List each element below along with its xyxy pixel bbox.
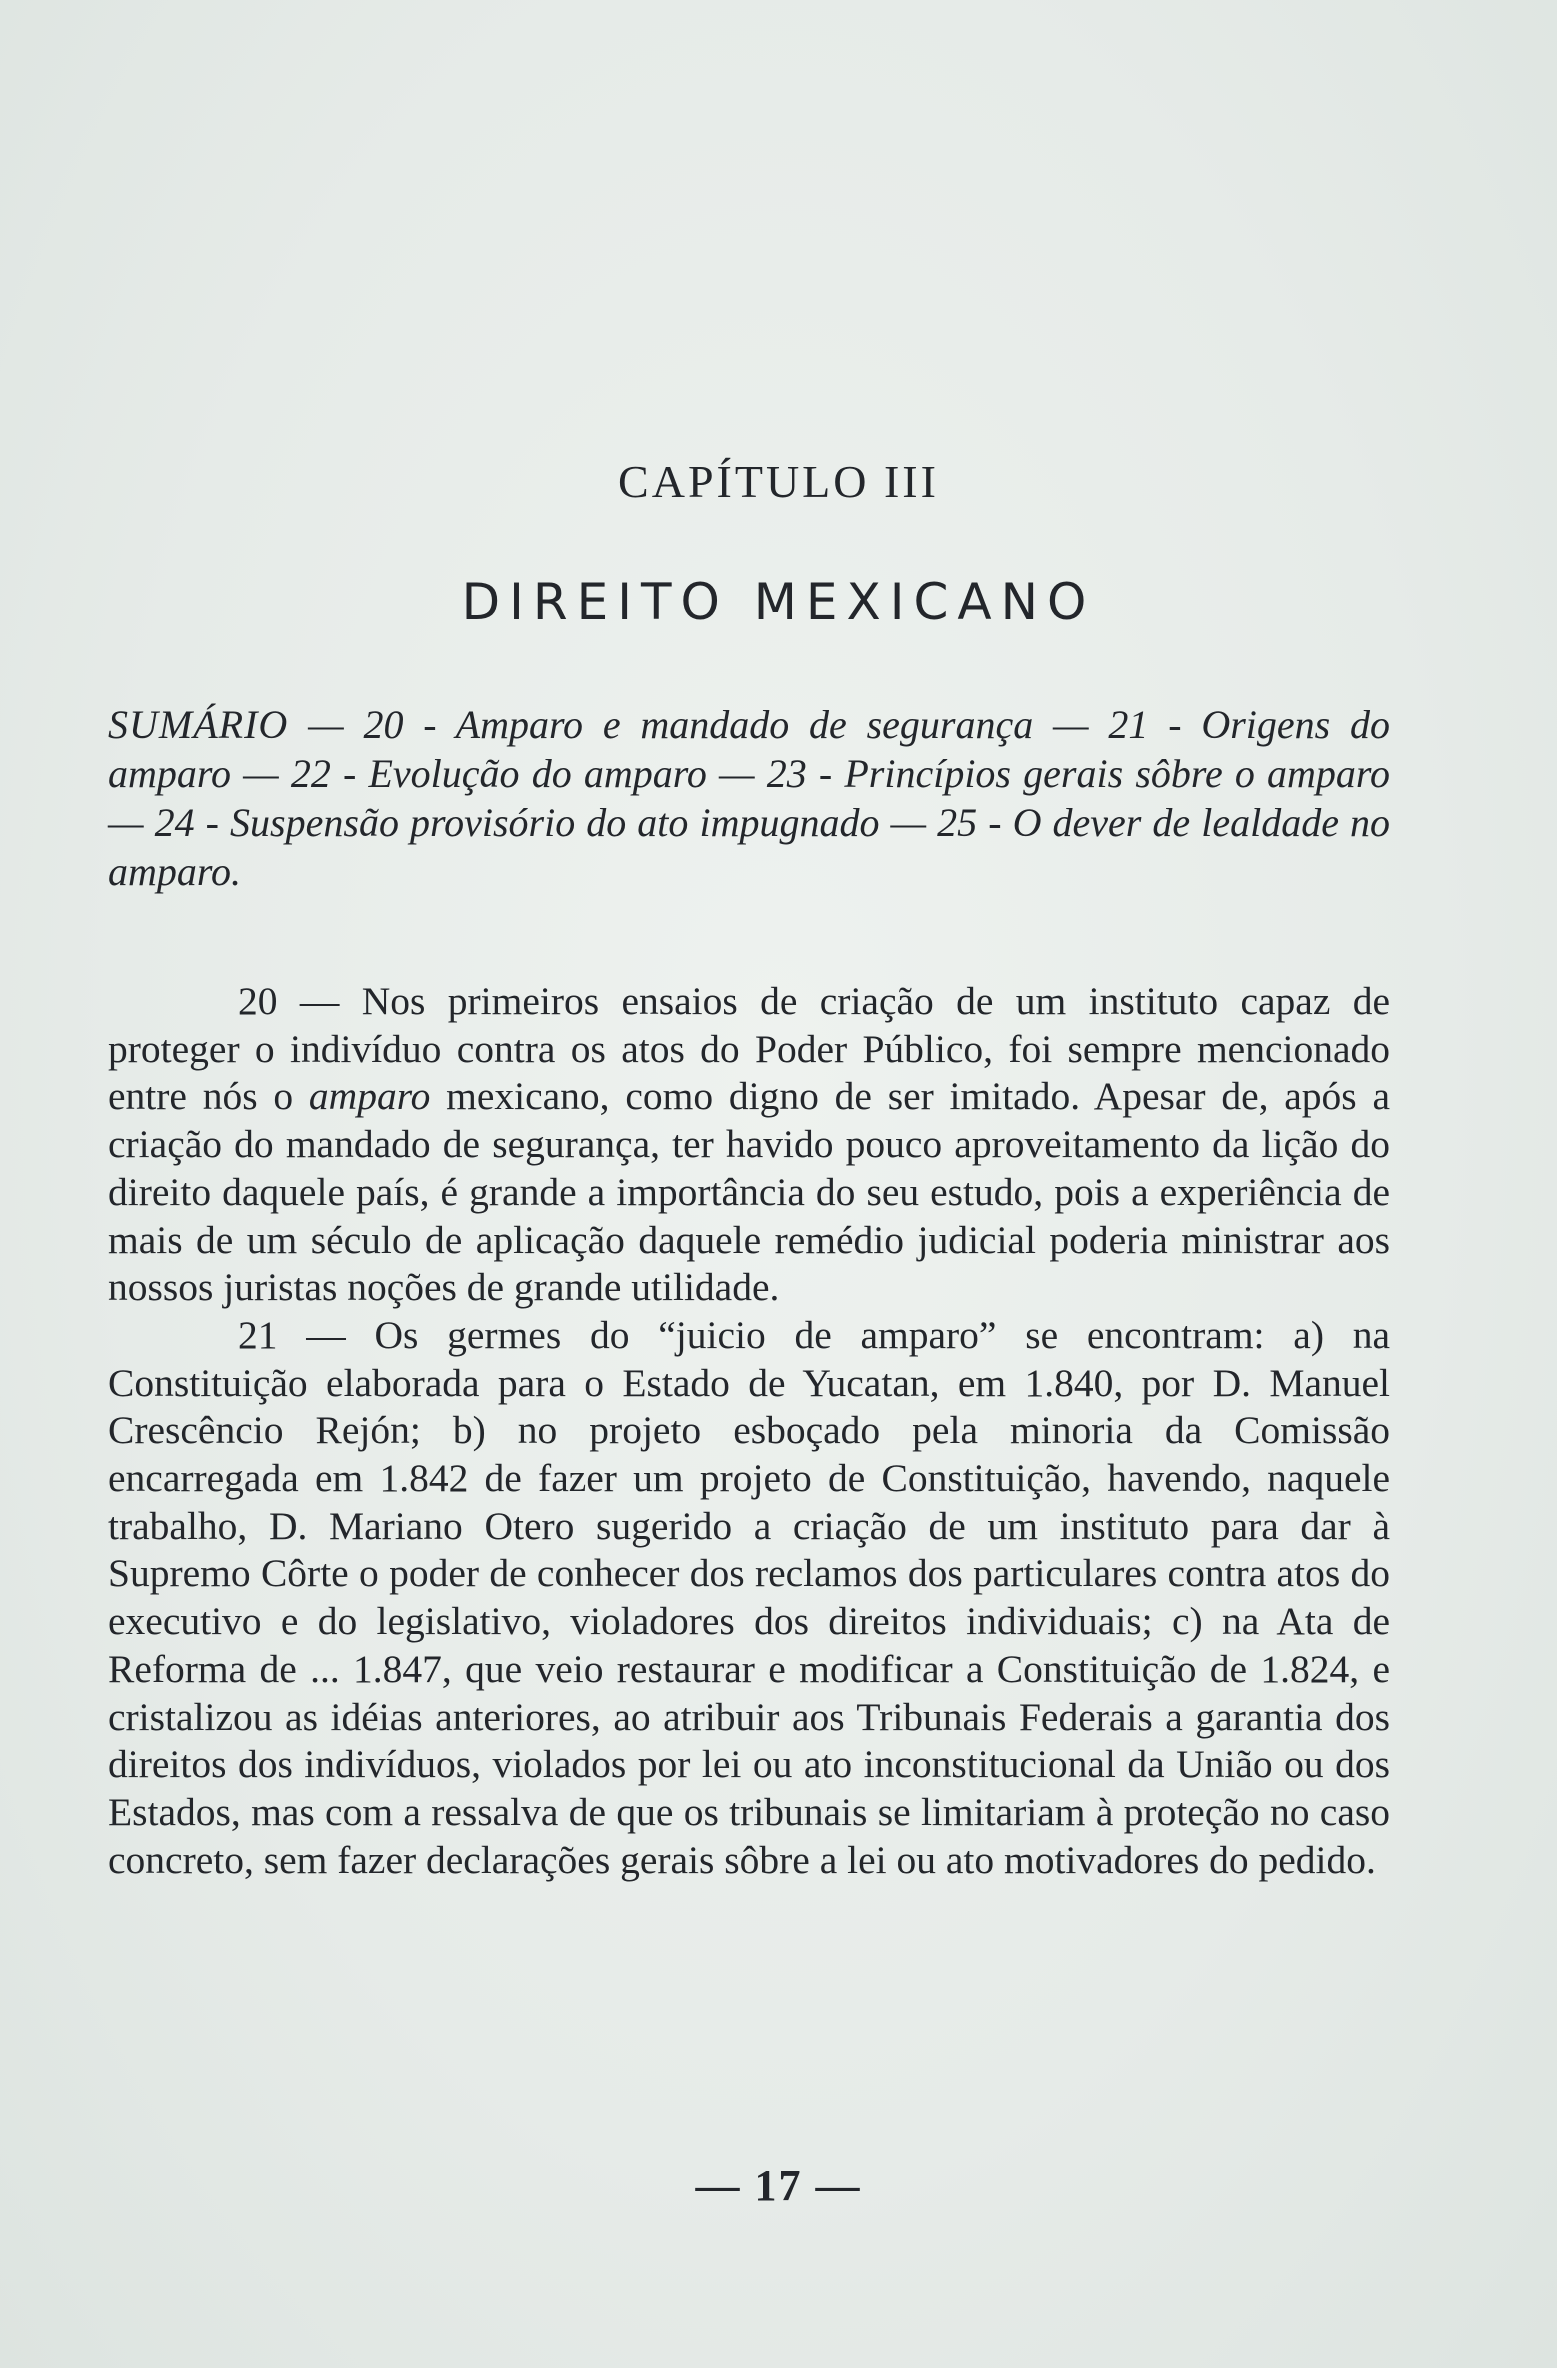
summary-label: SUMÁRIO [108, 702, 289, 747]
summary-text: — 20 - Amparo e mandado de segurança — 21 - Origens do amparo — 22 - Evolução do amparo — 23 - Princípios gerais sôbre o amparo — 24 - Suspensão provisório do ato impugnado — 25 - O dever de lealdade no amparo. [108, 702, 1391, 894]
paragraph-20-part2: mexicano, como digno de ser imitado. Apesar de, após a criação do mandado de segurança, ter havido pouco aproveitamento da lição do direito daquele país, é grande a importância do seu estudo, pois a experiência de mais de um século de aplicação daquele remédio judicial poderia ministrar aos nossos juristas noções de grande utilidade. [108, 1074, 1390, 1310]
page-number: — 17 — [695, 2161, 862, 2210]
chapter-summary [108, 700, 1390, 896]
paragraph-20 [108, 978, 1390, 1312]
body-text [108, 978, 1390, 1884]
paragraph-21: 21 — Os germes do “juicio de amparo” se encontram: a) na Constituição elaborada para o Estado de Yucatan, em 1.840, por D. Manuel Crescêncio Rejón; b) no projeto esboçado pela minoria da Comissão encarregada em 1.842 de fazer um projeto de Constituição, havendo, naquele trabalho, D. Mariano Otero sugerido a criação de um instituto para dar à Supremo Côrte o poder de conhecer dos reclamos dos particulares contra atos do executivo e do legislativo, violadores dos direitos individuais; c) na Ata de Reforma de ... 1.847, que veio restaurar e modificar a Constituição de 1.824, e cristalizou as idéias anteriores, ao atribuir aos Tribunais Federais a garantia dos direitos dos indivíduos, violados por lei ou ato inconstitucional da União ou dos Estados, mas com a ressalva de que os tribunais se limitariam à proteção no caso concreto, sem fazer declarações gerais sôbre a lei ou ato motivadores do pedido. [108, 1312, 1390, 1882]
chapter-title: DIREITO MEXICANO [461, 573, 1096, 631]
paragraph-20-part1: 20 — Nos primeiros ensaios de criação de um instituto capaz de proteger o indivíduo contra os atos do Poder Público, foi sempre mencionado entre nós o [108, 979, 1390, 1119]
chapter-heading: CAPÍTULO III [618, 456, 939, 507]
paragraph-20-emphasis: amparo [308, 1074, 431, 1119]
